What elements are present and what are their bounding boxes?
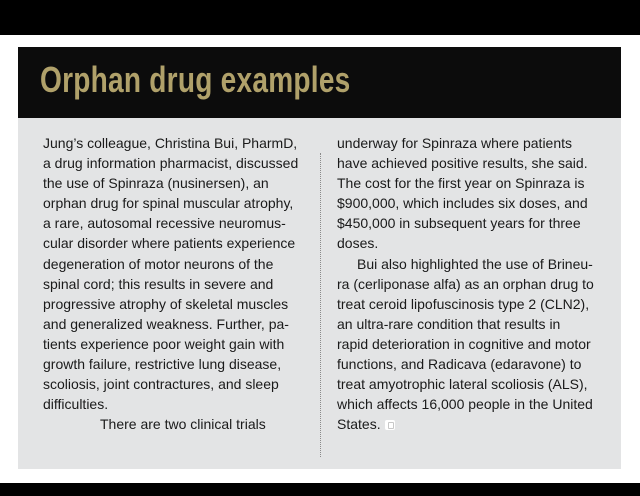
sidebar-box — [18, 47, 621, 469]
text-line: cular disorder where patients experience — [43, 235, 296, 252]
text-line: the use of Spinraza (nusinersen), an — [43, 175, 269, 192]
page — [0, 35, 640, 483]
text-line: ra (cerliponase alfa) as an orphan drug to — [337, 275, 594, 292]
text-line: scoliosis, joint contractures, and sleep — [43, 376, 279, 393]
text-line: treat amyotrophic lateral scoliosis (ALS), — [337, 376, 588, 393]
text-line: have achieved positive results, she said. — [337, 155, 588, 172]
sidebar-header — [18, 47, 621, 118]
text-line: $900,000, which includes six doses, and — [337, 195, 588, 212]
text-line: functions, and Radicava (edaravone) to — [337, 356, 582, 373]
text-line: progressive atrophy of skeletal muscles — [43, 295, 289, 312]
left-column — [43, 133, 328, 434]
text-line: which affects 16,000 people in the United — [337, 396, 593, 413]
text-line: Jung’s colleague, Christina Bui, PharmD, — [43, 135, 298, 151]
text-line: tients experience poor weight gain with — [43, 335, 285, 352]
text-line: an ultra-rare condition that results in — [337, 315, 561, 332]
text-line: The cost for the first year on Spinraza is — [337, 175, 585, 192]
text-line: underway for Spinraza where patients — [337, 135, 573, 151]
text-line: degeneration of motor neurons of the — [43, 255, 274, 272]
text-line: difficulties. — [43, 396, 109, 413]
text-line: a drug information pharmacist, discussed — [43, 155, 299, 172]
text-line: doses. — [337, 235, 379, 252]
text-line: States. — [337, 416, 381, 433]
text-line: spinal cord; this results in severe and — [43, 275, 274, 292]
end-of-article-icon — [385, 420, 395, 430]
right-column — [337, 133, 622, 434]
text-line: orphan drug for spinal muscular atrophy, — [43, 195, 294, 212]
text-line: growth failure, restrictive lung disease, — [43, 356, 282, 373]
text-line: There are two clinical trials — [100, 416, 266, 433]
text-line: treat ceroid lipofuscinosis type 2 (CLN2), — [337, 295, 590, 312]
last-text-line — [337, 414, 622, 434]
text-line: $450,000 in subsequent years for three — [337, 215, 581, 232]
sidebar-title: Orphan drug examples — [40, 59, 351, 100]
text-line: Bui also highlighted the use of Brineu- — [357, 255, 593, 272]
text-line: a rare, autosomal recessive neuromus- — [43, 215, 286, 232]
text-line: and generalized weakness. Further, pa- — [43, 315, 289, 332]
text-line: rapid deterioration in cognitive and motor — [337, 335, 591, 352]
